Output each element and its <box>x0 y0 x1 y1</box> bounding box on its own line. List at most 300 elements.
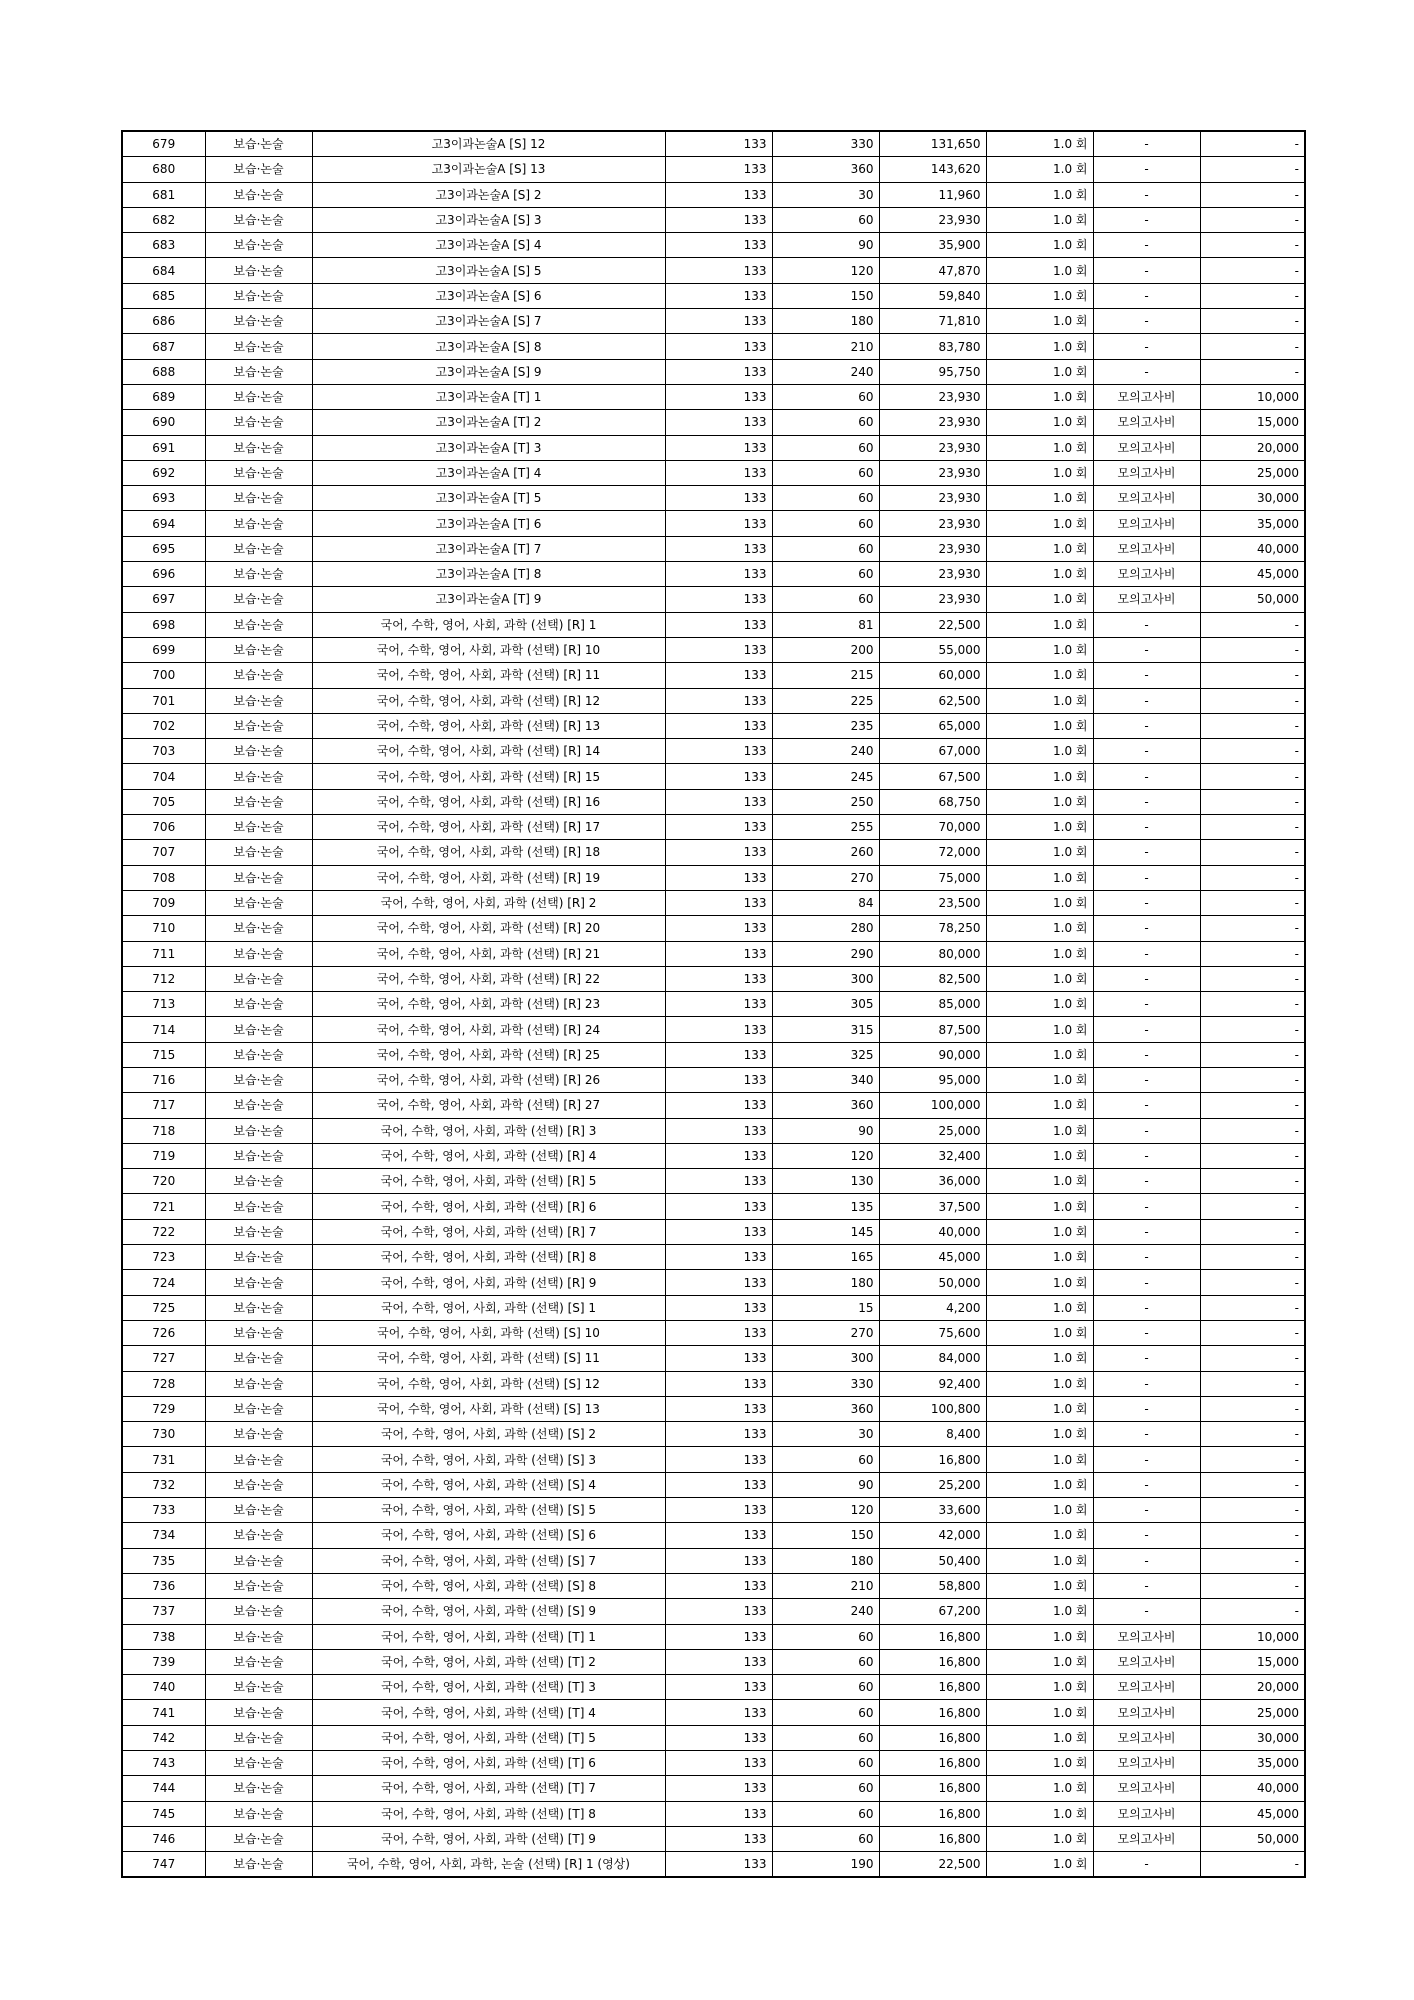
course-name-cell: 국어, 수학, 영어, 사회, 과학 (선택) [S] 7 <box>312 1548 665 1573</box>
frequency-cell: 1.0 회 <box>986 334 1093 359</box>
fee-cell: 23,930 <box>879 207 986 232</box>
code-cell: 133 <box>665 1573 772 1598</box>
fee-cell: 23,930 <box>879 435 986 460</box>
frequency-cell: 1.0 회 <box>986 1852 1093 1878</box>
extra-fee-amount-cell: 30,000 <box>1200 486 1305 511</box>
fee-cell: 87,500 <box>879 1017 986 1042</box>
table-row <box>122 1067 1305 1092</box>
fee-cell: 75,600 <box>879 1320 986 1345</box>
fee-cell: 23,930 <box>879 486 986 511</box>
frequency-cell: 1.0 회 <box>986 1422 1093 1447</box>
hours-cell: 60 <box>772 1675 879 1700</box>
code-cell: 133 <box>665 713 772 738</box>
extra-fee-type-cell: - <box>1093 1371 1200 1396</box>
row-number-cell: 710 <box>122 916 205 941</box>
table-row <box>122 309 1305 334</box>
fee-cell: 25,200 <box>879 1472 986 1497</box>
table-row <box>122 764 1305 789</box>
fee-cell: 78,250 <box>879 916 986 941</box>
extra-fee-type-cell: - <box>1093 258 1200 283</box>
hours-cell: 180 <box>772 1270 879 1295</box>
extra-fee-type-cell: - <box>1093 1169 1200 1194</box>
hours-cell: 240 <box>772 1599 879 1624</box>
code-cell: 133 <box>665 587 772 612</box>
frequency-cell: 1.0 회 <box>986 1624 1093 1649</box>
category-cell: 보습·논술 <box>205 1093 312 1118</box>
fee-cell: 95,750 <box>879 359 986 384</box>
hours-cell: 225 <box>772 688 879 713</box>
table-row <box>122 384 1305 409</box>
frequency-cell: 1.0 회 <box>986 713 1093 738</box>
fee-cell: 23,930 <box>879 410 986 435</box>
code-cell: 133 <box>665 1472 772 1497</box>
category-cell: 보습·논술 <box>205 359 312 384</box>
course-name-cell: 고3이과논술A [T] 3 <box>312 435 665 460</box>
category-cell: 보습·논술 <box>205 1396 312 1421</box>
table-row <box>122 1624 1305 1649</box>
frequency-cell: 1.0 회 <box>986 1017 1093 1042</box>
extra-fee-amount-cell: - <box>1200 713 1305 738</box>
fee-cell: 16,800 <box>879 1725 986 1750</box>
table-row <box>122 1320 1305 1345</box>
frequency-cell: 1.0 회 <box>986 1194 1093 1219</box>
code-cell: 133 <box>665 486 772 511</box>
extra-fee-amount-cell: - <box>1200 688 1305 713</box>
course-name-cell: 국어, 수학, 영어, 사회, 과학 (선택) [R] 11 <box>312 663 665 688</box>
fee-cell: 23,930 <box>879 587 986 612</box>
fee-cell: 23,930 <box>879 384 986 409</box>
row-number-cell: 724 <box>122 1270 205 1295</box>
table-row <box>122 587 1305 612</box>
row-number-cell: 719 <box>122 1143 205 1168</box>
extra-fee-type-cell: - <box>1093 916 1200 941</box>
table-row <box>122 663 1305 688</box>
extra-fee-amount-cell: - <box>1200 1194 1305 1219</box>
extra-fee-amount-cell: - <box>1200 157 1305 182</box>
hours-cell: 240 <box>772 359 879 384</box>
code-cell: 133 <box>665 1169 772 1194</box>
extra-fee-amount-cell: - <box>1200 637 1305 662</box>
category-cell: 보습·논술 <box>205 486 312 511</box>
extra-fee-type-cell: 모의고사비 <box>1093 1826 1200 1851</box>
extra-fee-type-cell: - <box>1093 233 1200 258</box>
fee-cell: 25,000 <box>879 1118 986 1143</box>
fee-cell: 75,000 <box>879 865 986 890</box>
table-row <box>122 359 1305 384</box>
extra-fee-amount-cell: - <box>1200 359 1305 384</box>
code-cell: 133 <box>665 992 772 1017</box>
category-cell: 보습·논술 <box>205 1042 312 1067</box>
course-name-cell: 고3이과논술A [S] 7 <box>312 309 665 334</box>
fee-cell: 50,400 <box>879 1548 986 1573</box>
frequency-cell: 1.0 회 <box>986 1169 1093 1194</box>
hours-cell: 180 <box>772 309 879 334</box>
course-name-cell: 국어, 수학, 영어, 사회, 과학 (선택) [R] 8 <box>312 1245 665 1270</box>
table-row <box>122 612 1305 637</box>
table-row <box>122 815 1305 840</box>
course-name-cell: 국어, 수학, 영어, 사회, 과학 (선택) [T] 7 <box>312 1776 665 1801</box>
extra-fee-type-cell: - <box>1093 334 1200 359</box>
frequency-cell: 1.0 회 <box>986 1751 1093 1776</box>
code-cell: 133 <box>665 1371 772 1396</box>
row-number-cell: 727 <box>122 1346 205 1371</box>
row-number-cell: 697 <box>122 587 205 612</box>
fee-cell: 22,500 <box>879 1852 986 1878</box>
fee-cell: 59,840 <box>879 283 986 308</box>
extra-fee-amount-cell: 25,000 <box>1200 1700 1305 1725</box>
frequency-cell: 1.0 회 <box>986 1067 1093 1092</box>
hours-cell: 270 <box>772 865 879 890</box>
extra-fee-amount-cell: 45,000 <box>1200 562 1305 587</box>
hours-cell: 60 <box>772 1624 879 1649</box>
course-name-cell: 고3이과논술A [S] 6 <box>312 283 665 308</box>
extra-fee-type-cell: - <box>1093 1093 1200 1118</box>
extra-fee-amount-cell: - <box>1200 334 1305 359</box>
extra-fee-type-cell: - <box>1093 1573 1200 1598</box>
hours-cell: 30 <box>772 1422 879 1447</box>
extra-fee-amount-cell: 20,000 <box>1200 1675 1305 1700</box>
hours-cell: 255 <box>772 815 879 840</box>
course-name-cell: 국어, 수학, 영어, 사회, 과학 (선택) [R] 18 <box>312 840 665 865</box>
extra-fee-amount-cell: - <box>1200 1169 1305 1194</box>
category-cell: 보습·논술 <box>205 1599 312 1624</box>
course-name-cell: 국어, 수학, 영어, 사회, 과학 (선택) [R] 10 <box>312 637 665 662</box>
row-number-cell: 717 <box>122 1093 205 1118</box>
code-cell: 133 <box>665 815 772 840</box>
course-name-cell: 고3이과논술A [T] 7 <box>312 536 665 561</box>
code-cell: 133 <box>665 1093 772 1118</box>
category-cell: 보습·논술 <box>205 1169 312 1194</box>
table-row <box>122 1675 1305 1700</box>
extra-fee-amount-cell: 50,000 <box>1200 587 1305 612</box>
code-cell: 133 <box>665 1599 772 1624</box>
course-name-cell: 국어, 수학, 영어, 사회, 과학 (선택) [R] 25 <box>312 1042 665 1067</box>
extra-fee-type-cell: - <box>1093 1320 1200 1345</box>
category-cell: 보습·논술 <box>205 1219 312 1244</box>
frequency-cell: 1.0 회 <box>986 612 1093 637</box>
course-name-cell: 고3이과논술A [S] 13 <box>312 157 665 182</box>
frequency-cell: 1.0 회 <box>986 941 1093 966</box>
table-row <box>122 182 1305 207</box>
frequency-cell: 1.0 회 <box>986 1346 1093 1371</box>
extra-fee-amount-cell: - <box>1200 182 1305 207</box>
table-row <box>122 1371 1305 1396</box>
frequency-cell: 1.0 회 <box>986 789 1093 814</box>
table-row <box>122 511 1305 536</box>
course-name-cell: 국어, 수학, 영어, 사회, 과학 (선택) [R] 15 <box>312 764 665 789</box>
extra-fee-amount-cell: - <box>1200 966 1305 991</box>
row-number-cell: 713 <box>122 992 205 1017</box>
course-name-cell: 국어, 수학, 영어, 사회, 과학 (선택) [S] 11 <box>312 1346 665 1371</box>
row-number-cell: 715 <box>122 1042 205 1067</box>
category-cell: 보습·논술 <box>205 1801 312 1826</box>
extra-fee-amount-cell: - <box>1200 612 1305 637</box>
extra-fee-type-cell: - <box>1093 1523 1200 1548</box>
fee-cell: 23,930 <box>879 460 986 485</box>
course-name-cell: 국어, 수학, 영어, 사회, 과학 (선택) [R] 16 <box>312 789 665 814</box>
hours-cell: 60 <box>772 1725 879 1750</box>
code-cell: 133 <box>665 1143 772 1168</box>
course-name-cell: 고3이과논술A [T] 1 <box>312 384 665 409</box>
row-number-cell: 729 <box>122 1396 205 1421</box>
code-cell: 133 <box>665 865 772 890</box>
extra-fee-amount-cell: - <box>1200 789 1305 814</box>
frequency-cell: 1.0 회 <box>986 739 1093 764</box>
table-row <box>122 334 1305 359</box>
category-cell: 보습·논술 <box>205 966 312 991</box>
row-number-cell: 739 <box>122 1649 205 1674</box>
course-name-cell: 국어, 수학, 영어, 사회, 과학 (선택) [R] 19 <box>312 865 665 890</box>
category-cell: 보습·논술 <box>205 1725 312 1750</box>
course-name-cell: 고3이과논술A [T] 8 <box>312 562 665 587</box>
hours-cell: 60 <box>772 486 879 511</box>
fee-cell: 100,000 <box>879 1093 986 1118</box>
row-number-cell: 718 <box>122 1118 205 1143</box>
hours-cell: 260 <box>772 840 879 865</box>
extra-fee-amount-cell: - <box>1200 1320 1305 1345</box>
category-cell: 보습·논술 <box>205 536 312 561</box>
hours-cell: 60 <box>772 1776 879 1801</box>
course-name-cell: 국어, 수학, 영어, 사회, 과학 (선택) [T] 2 <box>312 1649 665 1674</box>
extra-fee-amount-cell: 40,000 <box>1200 1776 1305 1801</box>
code-cell: 133 <box>665 1118 772 1143</box>
hours-cell: 60 <box>772 1751 879 1776</box>
extra-fee-type-cell: - <box>1093 1143 1200 1168</box>
table-row <box>122 1725 1305 1750</box>
code-cell: 133 <box>665 1649 772 1674</box>
row-number-cell: 700 <box>122 663 205 688</box>
hours-cell: 270 <box>772 1320 879 1345</box>
frequency-cell: 1.0 회 <box>986 1776 1093 1801</box>
extra-fee-type-cell: 모의고사비 <box>1093 410 1200 435</box>
table-row <box>122 739 1305 764</box>
table-row <box>122 865 1305 890</box>
row-number-cell: 736 <box>122 1573 205 1598</box>
code-cell: 133 <box>665 789 772 814</box>
fee-cell: 23,500 <box>879 890 986 915</box>
frequency-cell: 1.0 회 <box>986 1270 1093 1295</box>
category-cell: 보습·논술 <box>205 334 312 359</box>
table-row <box>122 890 1305 915</box>
code-cell: 133 <box>665 1042 772 1067</box>
table-row <box>122 1245 1305 1270</box>
extra-fee-type-cell: 모의고사비 <box>1093 435 1200 460</box>
code-cell: 133 <box>665 1776 772 1801</box>
extra-fee-type-cell: 모의고사비 <box>1093 536 1200 561</box>
category-cell: 보습·논술 <box>205 1245 312 1270</box>
code-cell: 133 <box>665 511 772 536</box>
course-name-cell: 국어, 수학, 영어, 사회, 과학 (선택) [S] 6 <box>312 1523 665 1548</box>
category-cell: 보습·논술 <box>205 865 312 890</box>
code-cell: 133 <box>665 966 772 991</box>
category-cell: 보습·논술 <box>205 1776 312 1801</box>
frequency-cell: 1.0 회 <box>986 1801 1093 1826</box>
row-number-cell: 699 <box>122 637 205 662</box>
category-cell: 보습·논술 <box>205 1447 312 1472</box>
table-row <box>122 1219 1305 1244</box>
course-name-cell: 국어, 수학, 영어, 사회, 과학 (선택) [R] 13 <box>312 713 665 738</box>
extra-fee-amount-cell: - <box>1200 663 1305 688</box>
table-row <box>122 1093 1305 1118</box>
extra-fee-type-cell: 모의고사비 <box>1093 1801 1200 1826</box>
fee-cell: 23,930 <box>879 511 986 536</box>
extra-fee-amount-cell: - <box>1200 309 1305 334</box>
category-cell: 보습·논술 <box>205 309 312 334</box>
table-row <box>122 1169 1305 1194</box>
table-row <box>122 435 1305 460</box>
table-row <box>122 486 1305 511</box>
extra-fee-amount-cell: - <box>1200 815 1305 840</box>
hours-cell: 60 <box>772 511 879 536</box>
row-number-cell: 731 <box>122 1447 205 1472</box>
row-number-cell: 720 <box>122 1169 205 1194</box>
frequency-cell: 1.0 회 <box>986 1573 1093 1598</box>
course-name-cell: 국어, 수학, 영어, 사회, 과학 (선택) [S] 2 <box>312 1422 665 1447</box>
extra-fee-amount-cell: - <box>1200 840 1305 865</box>
extra-fee-amount-cell: - <box>1200 1472 1305 1497</box>
frequency-cell: 1.0 회 <box>986 764 1093 789</box>
extra-fee-type-cell: - <box>1093 865 1200 890</box>
extra-fee-amount-cell: - <box>1200 1599 1305 1624</box>
fee-cell: 85,000 <box>879 992 986 1017</box>
extra-fee-amount-cell: - <box>1200 233 1305 258</box>
fee-cell: 22,500 <box>879 612 986 637</box>
code-cell: 133 <box>665 1396 772 1421</box>
extra-fee-type-cell: - <box>1093 1042 1200 1067</box>
fee-cell: 33,600 <box>879 1498 986 1523</box>
category-cell: 보습·논술 <box>205 131 312 157</box>
category-cell: 보습·논술 <box>205 764 312 789</box>
course-name-cell: 국어, 수학, 영어, 사회, 과학 (선택) [S] 9 <box>312 1599 665 1624</box>
hours-cell: 240 <box>772 739 879 764</box>
category-cell: 보습·논술 <box>205 1194 312 1219</box>
course-name-cell: 국어, 수학, 영어, 사회, 과학 (선택) [R] 9 <box>312 1270 665 1295</box>
course-name-cell: 고3이과논술A [T] 6 <box>312 511 665 536</box>
table-row <box>122 131 1305 157</box>
category-cell: 보습·논술 <box>205 713 312 738</box>
table-row <box>122 1143 1305 1168</box>
row-number-cell: 684 <box>122 258 205 283</box>
extra-fee-type-cell: - <box>1093 1067 1200 1092</box>
category-cell: 보습·논술 <box>205 1270 312 1295</box>
category-cell: 보습·논술 <box>205 663 312 688</box>
course-name-cell: 고3이과논술A [T] 2 <box>312 410 665 435</box>
category-cell: 보습·논술 <box>205 1143 312 1168</box>
table-row <box>122 1776 1305 1801</box>
category-cell: 보습·논술 <box>205 1700 312 1725</box>
course-name-cell: 국어, 수학, 영어, 사회, 과학 (선택) [R] 23 <box>312 992 665 1017</box>
hours-cell: 60 <box>772 587 879 612</box>
row-number-cell: 691 <box>122 435 205 460</box>
category-cell: 보습·논술 <box>205 410 312 435</box>
category-cell: 보습·논술 <box>205 1751 312 1776</box>
row-number-cell: 742 <box>122 1725 205 1750</box>
fee-cell: 70,000 <box>879 815 986 840</box>
category-cell: 보습·논술 <box>205 1523 312 1548</box>
frequency-cell: 1.0 회 <box>986 359 1093 384</box>
frequency-cell: 1.0 회 <box>986 1649 1093 1674</box>
category-cell: 보습·논술 <box>205 890 312 915</box>
fee-cell: 47,870 <box>879 258 986 283</box>
fee-cell: 40,000 <box>879 1219 986 1244</box>
extra-fee-amount-cell: 35,000 <box>1200 1751 1305 1776</box>
table-row <box>122 1042 1305 1067</box>
hours-cell: 60 <box>772 1826 879 1851</box>
hours-cell: 330 <box>772 1371 879 1396</box>
hours-cell: 60 <box>772 435 879 460</box>
code-cell: 133 <box>665 1826 772 1851</box>
frequency-cell: 1.0 회 <box>986 486 1093 511</box>
table-row <box>122 1194 1305 1219</box>
course-name-cell: 국어, 수학, 영어, 사회, 과학 (선택) [R] 26 <box>312 1067 665 1092</box>
table-row <box>122 1346 1305 1371</box>
code-cell: 133 <box>665 207 772 232</box>
frequency-cell: 1.0 회 <box>986 992 1093 1017</box>
course-name-cell: 국어, 수학, 영어, 사회, 과학 (선택) [R] 27 <box>312 1093 665 1118</box>
fee-cell: 131,650 <box>879 131 986 157</box>
table-row <box>122 966 1305 991</box>
row-number-cell: 746 <box>122 1826 205 1851</box>
frequency-cell: 1.0 회 <box>986 1093 1093 1118</box>
category-cell: 보습·논술 <box>205 587 312 612</box>
table-row <box>122 1751 1305 1776</box>
extra-fee-type-cell: 모의고사비 <box>1093 1700 1200 1725</box>
fee-cell: 16,800 <box>879 1447 986 1472</box>
course-name-cell: 고3이과논술A [T] 4 <box>312 460 665 485</box>
fee-cell: 16,800 <box>879 1801 986 1826</box>
fee-cell: 4,200 <box>879 1295 986 1320</box>
frequency-cell: 1.0 회 <box>986 258 1093 283</box>
code-cell: 133 <box>665 283 772 308</box>
row-number-cell: 728 <box>122 1371 205 1396</box>
hours-cell: 210 <box>772 1573 879 1598</box>
extra-fee-type-cell: 모의고사비 <box>1093 1776 1200 1801</box>
course-name-cell: 국어, 수학, 영어, 사회, 과학 (선택) [R] 24 <box>312 1017 665 1042</box>
frequency-cell: 1.0 회 <box>986 460 1093 485</box>
category-cell: 보습·논술 <box>205 688 312 713</box>
table-row <box>122 410 1305 435</box>
fee-cell: 58,800 <box>879 1573 986 1598</box>
course-name-cell: 고3이과논술A [S] 2 <box>312 182 665 207</box>
extra-fee-type-cell: - <box>1093 764 1200 789</box>
fee-cell: 16,800 <box>879 1675 986 1700</box>
row-number-cell: 688 <box>122 359 205 384</box>
extra-fee-amount-cell: 25,000 <box>1200 460 1305 485</box>
code-cell: 133 <box>665 1219 772 1244</box>
code-cell: 133 <box>665 612 772 637</box>
frequency-cell: 1.0 회 <box>986 1675 1093 1700</box>
category-cell: 보습·논술 <box>205 1422 312 1447</box>
hours-cell: 81 <box>772 612 879 637</box>
row-number-cell: 716 <box>122 1067 205 1092</box>
extra-fee-type-cell: - <box>1093 941 1200 966</box>
extra-fee-type-cell: - <box>1093 309 1200 334</box>
category-cell: 보습·논술 <box>205 1852 312 1878</box>
frequency-cell: 1.0 회 <box>986 1548 1093 1573</box>
code-cell: 133 <box>665 131 772 157</box>
fee-cell: 50,000 <box>879 1270 986 1295</box>
row-number-cell: 737 <box>122 1599 205 1624</box>
category-cell: 보습·논술 <box>205 258 312 283</box>
fee-cell: 16,800 <box>879 1826 986 1851</box>
row-number-cell: 721 <box>122 1194 205 1219</box>
category-cell: 보습·논술 <box>205 1826 312 1851</box>
row-number-cell: 745 <box>122 1801 205 1826</box>
extra-fee-type-cell: - <box>1093 966 1200 991</box>
code-cell: 133 <box>665 410 772 435</box>
extra-fee-type-cell: - <box>1093 1245 1200 1270</box>
frequency-cell: 1.0 회 <box>986 536 1093 561</box>
